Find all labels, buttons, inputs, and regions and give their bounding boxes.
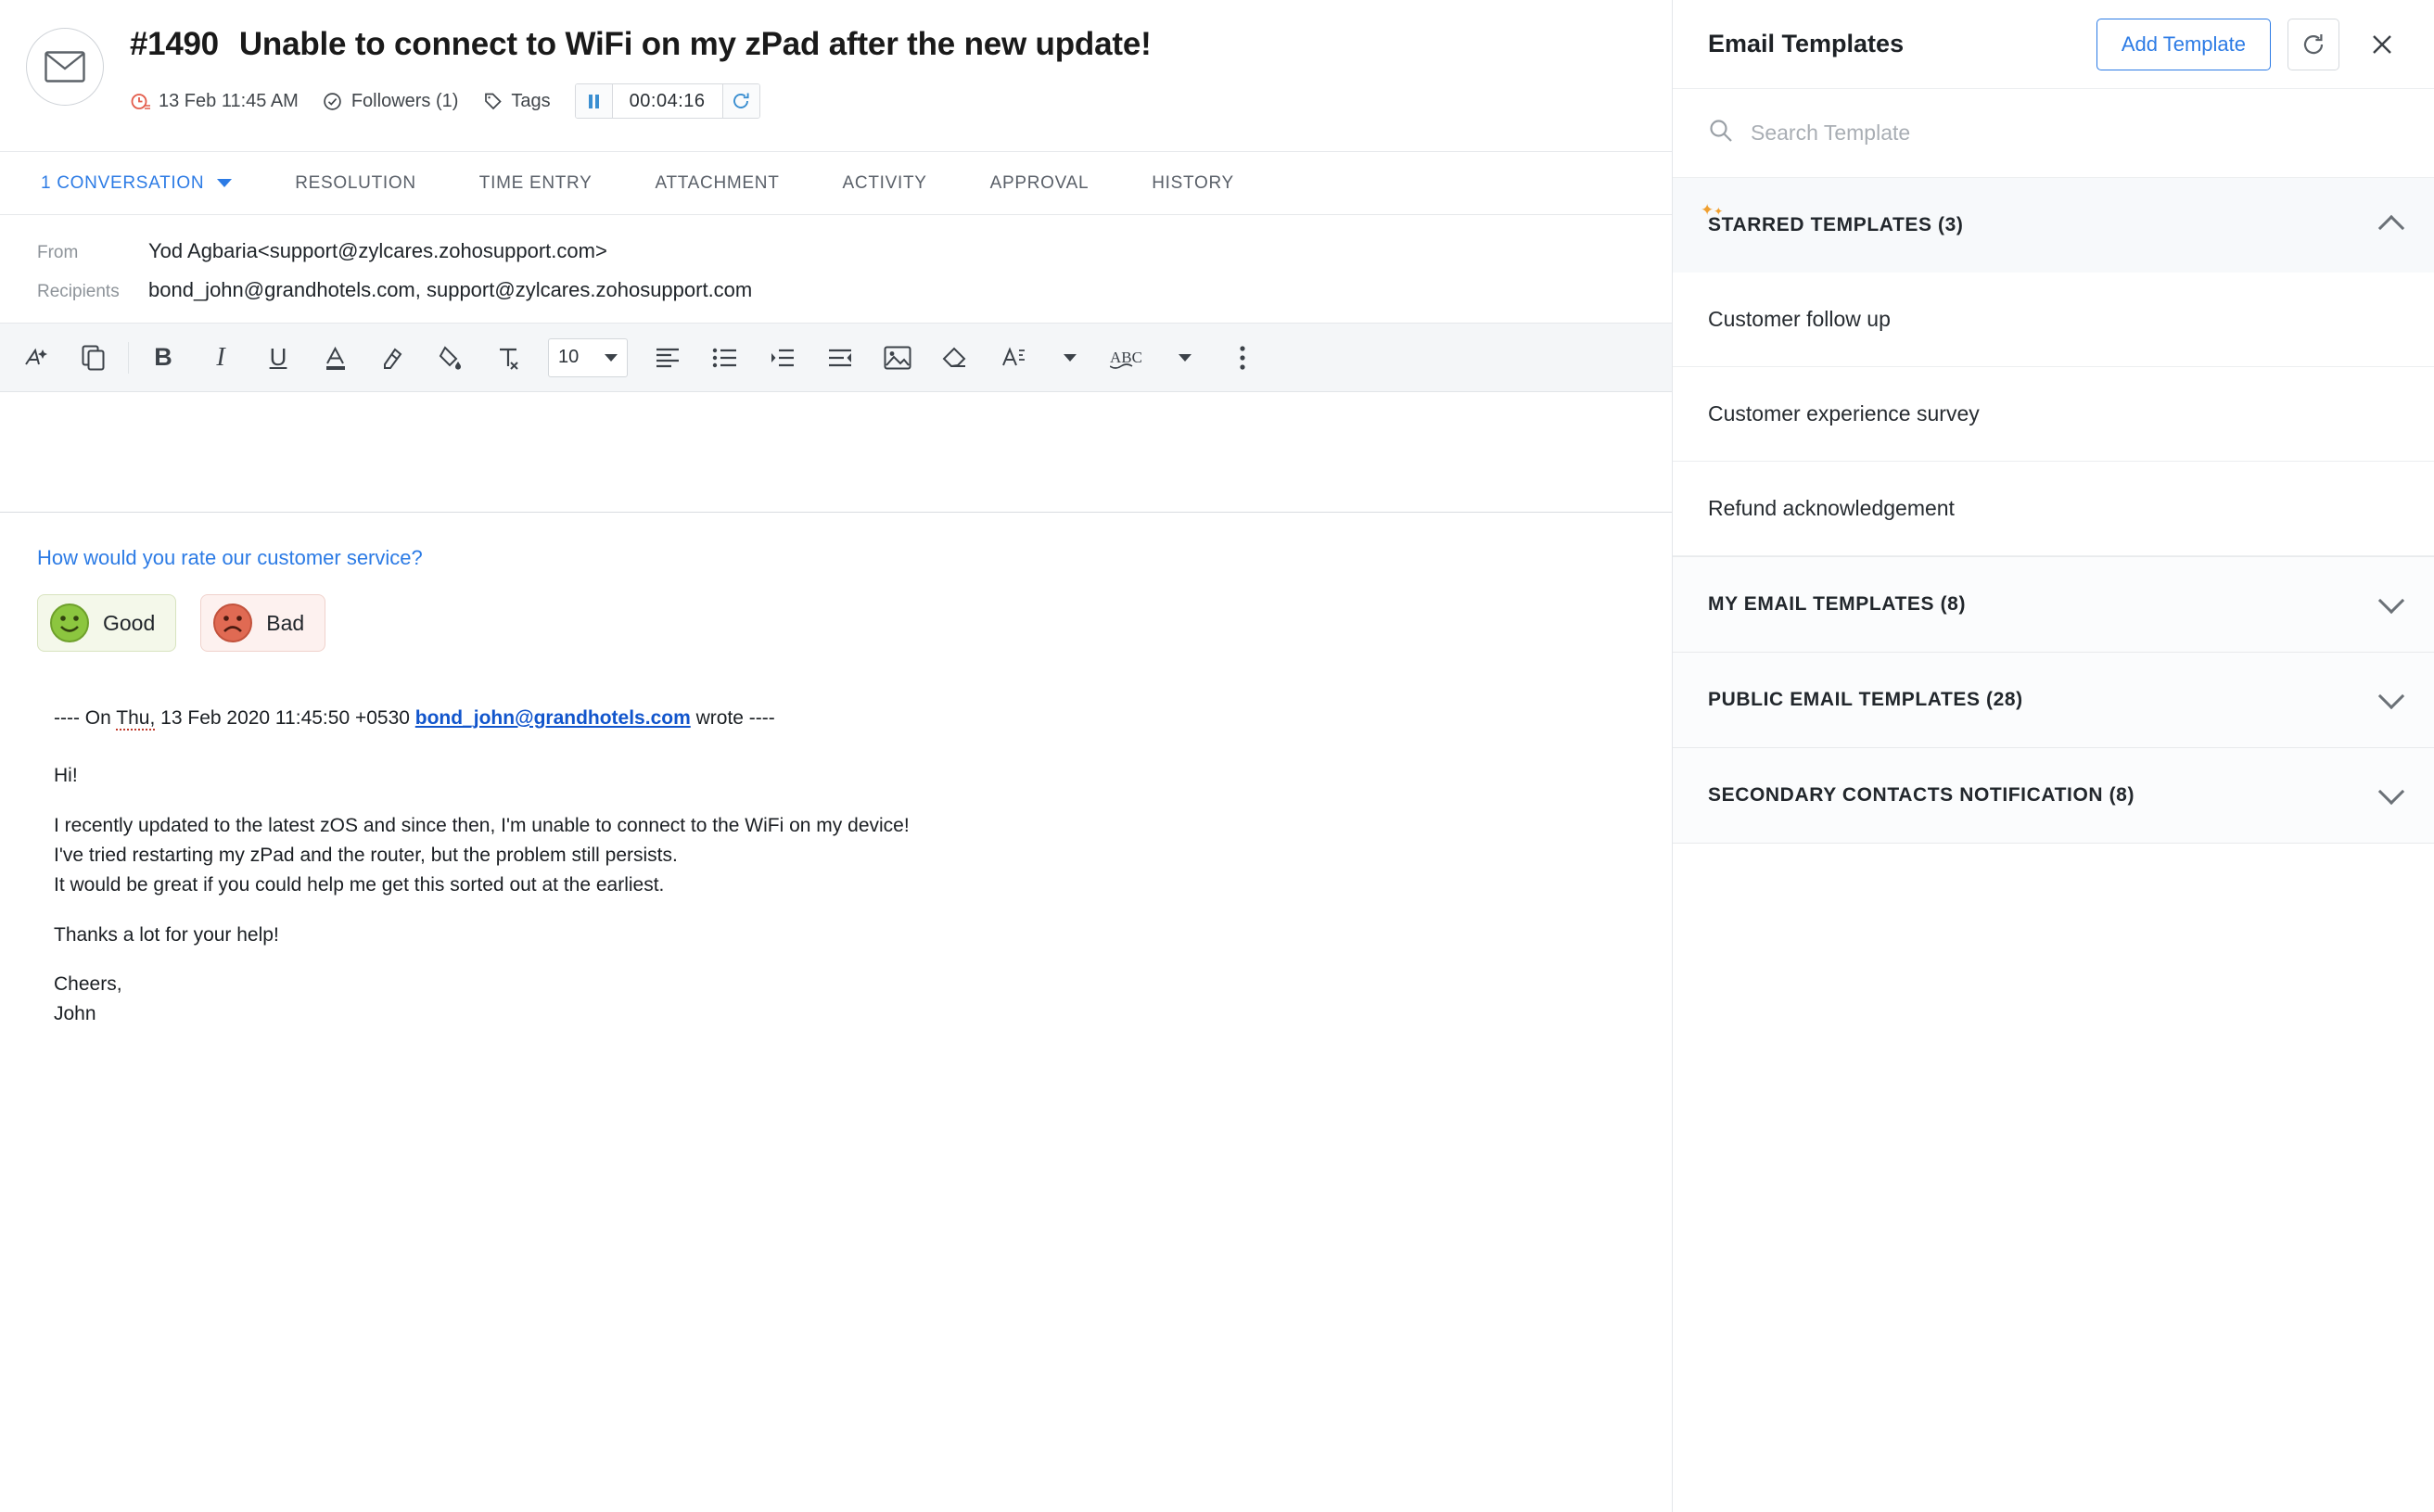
bulleted-list-icon[interactable] [696,332,754,384]
add-template-button[interactable]: Add Template [2096,19,2271,70]
tab-resolution[interactable]: RESOLUTION [295,172,416,193]
clock-icon [130,91,150,111]
thread-greeting: Hi! [54,764,78,786]
toolbar-divider [128,342,129,374]
thread-day: Thu, [116,707,156,729]
chevron-up-icon[interactable] [2378,215,2404,241]
rate-good-label: Good [103,610,156,635]
tab-conversation[interactable] [41,152,263,214]
pause-button[interactable] [576,84,613,118]
clear-format-icon[interactable] [479,332,537,384]
rating-widget [0,513,1672,652]
thread-quote-header [54,704,1672,733]
insert-image-icon[interactable] [869,332,926,384]
panel-empty-area [1673,844,2434,1512]
template-group-public [1673,653,2434,748]
ticket-header-content [130,20,1672,119]
followers[interactable] [323,91,459,112]
email-templates-panel [1673,0,2434,1512]
tags[interactable] [482,91,550,112]
spellcheck-chevron-icon[interactable] [1156,332,1214,384]
email-thread [0,652,1672,1029]
ticket-tabs [0,152,1672,215]
recipients-label: Recipients [37,282,120,301]
list-item[interactable]: Refund acknowledgement [1673,462,2434,556]
indent-increase-icon[interactable] [754,332,811,384]
followers-label: Followers (1) [350,90,459,111]
check-circle-icon [323,91,343,111]
chevron-down-icon[interactable] [2378,683,2404,709]
thread-line-3: It would be great if you could help me get this sorted out at the earliest. [54,873,665,896]
font-size-value: 10 [558,347,580,367]
underline-button[interactable]: U [269,343,287,371]
recipients-row [0,278,1672,302]
reset-timer-icon[interactable] [722,84,759,118]
thread-suffix: wrote ---- [695,707,775,729]
search-input[interactable] [1749,120,2399,146]
tag-icon [482,91,503,111]
thread-signoff-1: Cheers, [54,973,122,996]
smiley-good-icon [49,603,90,643]
template-group-starred-header[interactable] [1673,178,2434,273]
panel-title: Email Templates [1708,30,1905,57]
ticket-title-row [130,26,1672,63]
more-format-chevron-icon[interactable] [1041,332,1099,384]
template-group-public-header[interactable] [1673,653,2434,747]
ticket-header [0,0,1672,152]
tab-time-entry[interactable]: TIME ENTRY [478,172,593,193]
ticket-date [130,91,299,112]
thread-line-2: I've tried restarting my zPad and the router, but the problem still persists. [54,844,678,866]
time-tracker[interactable] [575,83,760,119]
tab-history[interactable]: HISTORY [1152,172,1234,193]
close-panel-button[interactable] [2356,19,2408,70]
font-color-icon[interactable] [307,332,364,384]
thread-line-1: I recently updated to the latest zOS and since then, I'm unable to connect to the WiFi on my device! [54,814,910,836]
thread-prefix: ---- On [54,707,111,729]
smiley-bad-icon [212,603,253,643]
editor-toolbar [0,324,1672,392]
avatar [26,28,104,106]
background-color-icon[interactable] [422,332,479,384]
thread-thanks: Thanks a lot for your help! [54,923,279,946]
font-size-select[interactable] [548,338,628,377]
chevron-down-icon[interactable] [2378,779,2404,805]
sparkle-icon: ✦✦ [1701,201,1724,219]
thread-signoff-2: John [54,1003,96,1025]
from-label: From [37,243,79,262]
close-icon [2369,32,2395,57]
from-value[interactable]: Yod Agbaria<support@zylcares.zohosupport.com> [148,239,607,262]
ticket-date-text: 13 Feb 11:45 AM [159,90,299,111]
spellcheck-icon[interactable] [1099,332,1156,384]
list-item[interactable]: Customer follow up [1673,273,2434,367]
chevron-down-icon [605,354,618,362]
chevron-down-icon[interactable] [217,179,232,187]
tab-attachment[interactable]: ATTACHMENT [655,172,780,193]
from-row [0,239,1672,263]
rating-question: How would you rate our customer service? [37,546,423,569]
tab-activity[interactable]: ACTIVITY [842,172,927,193]
ticket-number: #1490 [130,26,219,62]
refresh-icon [2300,32,2326,57]
template-group-my-title: MY EMAIL TEMPLATES (8) [1708,593,1967,615]
template-group-starred-title: STARRED TEMPLATES (3) [1708,214,1964,235]
envelope-icon [45,51,85,83]
template-group-my [1673,557,2434,653]
thread-sender-email[interactable]: bond_john@grandhotels.com [414,707,691,729]
rate-good-button[interactable] [37,594,176,652]
recipients-value[interactable]: bond_john@grandhotels.com, support@zylcares.zohosupport.com [148,278,753,301]
rating-buttons [37,594,1672,652]
paragraph-format-icon[interactable] [984,332,1041,384]
list-item[interactable]: Customer experience survey [1673,367,2434,462]
bold-button[interactable]: B [154,343,172,371]
indent-decrease-icon[interactable] [811,332,869,384]
copy-icon[interactable] [65,332,122,384]
address-block [0,215,1672,324]
align-left-icon[interactable] [639,332,696,384]
template-group-secondary-header[interactable] [1673,748,2434,843]
refresh-button[interactable] [2287,19,2339,70]
template-group-secondary [1673,748,2434,844]
panel-header [1673,0,2434,89]
template-group-public-title: PUBLIC EMAIL TEMPLATES (28) [1708,689,2023,710]
template-group-my-header[interactable] [1673,557,2434,652]
ticket-meta-row [130,83,1672,119]
search-row[interactable] [1673,89,2434,178]
eraser-icon[interactable] [926,332,984,384]
italic-button[interactable]: I [216,342,225,372]
page-title: Unable to connect to WiFi on my zPad after the new update! [238,26,1152,62]
tab-conversation-label: 1 CONVERSATION [41,172,205,193]
highlight-icon[interactable] [364,332,422,384]
tags-label: Tags [511,90,551,111]
template-group-secondary-title: SECONDARY CONTACTS NOTIFICATION (8) [1708,784,2135,806]
rate-bad-button[interactable] [200,594,325,652]
tab-approval[interactable]: APPROVAL [989,172,1090,193]
compose-editor[interactable] [0,392,1672,513]
insert-placeholder-icon[interactable] [7,332,65,384]
svg-text:ABC: ABC [1110,348,1142,366]
more-options-icon[interactable] [1214,332,1271,384]
search-icon [1708,118,1734,148]
timer-value: 00:04:16 [629,90,706,111]
chevron-down-icon[interactable] [2378,588,2404,614]
thread-date: 13 Feb 2020 11:45:50 +0530 [160,707,410,729]
template-group-starred [1673,178,2434,557]
rate-bad-label: Bad [266,610,305,635]
